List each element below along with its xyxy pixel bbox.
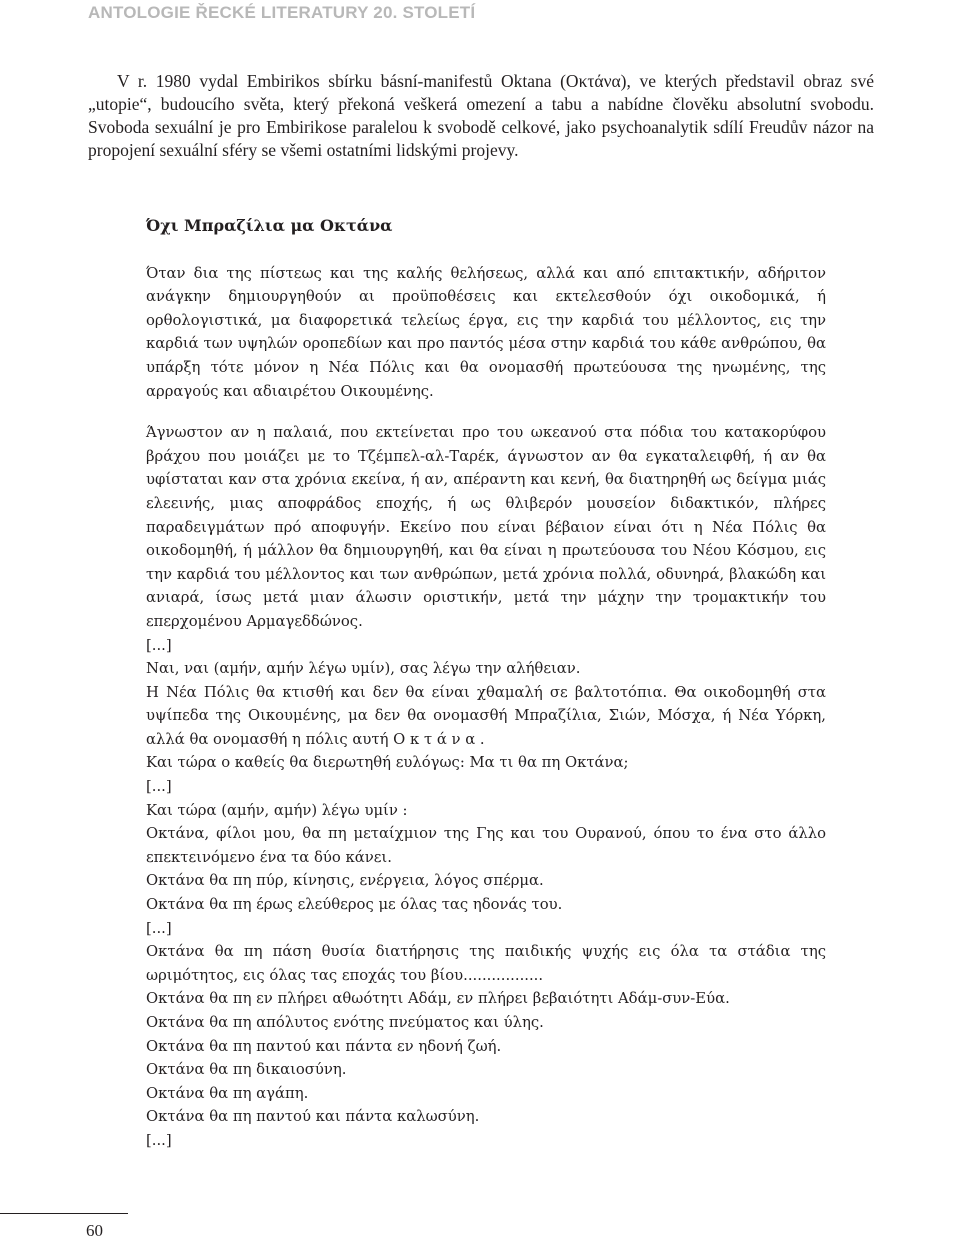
intro-text [88, 70, 874, 162]
poem-stanza-1: Όταν δια της πίστεως και της καλής θελήσεως, αλλά και από επιτακτικήν, αδήριτον ανάγκην δημιουργηθούν αι προϋποθέσεις και εκτελεσθούν όχι οικοδομικά, ή ορθολογιστικά, μα διαφορετικά τελείως έργα, εις την καρδιά του μέλλοντος, εις την καρδιά των υψηλών οροπεδίων και προ παντός μέσα στην καρδιά του κάθε ανθρώπου, θα υπάρξη τότε μόνον η Νέα Πόλις και θα ονομασθή πρωτεύουσα της ηνωμένης, της αρραγούς και αδιαιρέτου Οικουμένης. [146, 264, 826, 400]
poem-line: Και τώρα (αμήν, αμήν) λέγω υμίν : [146, 801, 408, 819]
poem-title: Όχι Μπραζίλια μα Οκτάνα [146, 216, 393, 235]
poem-line: Οκτάνα θα πη παντού και πάντα εν ηδονή ζωή. [146, 1037, 502, 1055]
page-number: 60 [86, 1221, 103, 1240]
poem-line: Οκτάνα θα πη απόλυτος ενότης πνεύματος και ύλης. [146, 1014, 544, 1031]
poem-line: Οκτάνα θα πη πάση θυσία διατήρησις της παιδικής ψυχής εις όλα τα στάδια της ωριμότητος, εις όλας τας εποχάς του βίου................. [146, 943, 826, 984]
poem-block [146, 214, 826, 1153]
poem-line: [...] [146, 636, 172, 654]
poem-line: Οκτάνα θα πη παντού και πάντα καλωσύνη. [146, 1108, 480, 1126]
running-header-title: ANTOLOGIE ŘECKÉ LITERATURY 20. STOLETÍ [88, 3, 476, 22]
poem-line: Οκτάνα, φίλοι μου, θα πη μεταίχμιον της Γης και του Ουρανού, όπου το ένα στο άλλο επεκτεινόμενο ένα τα δύο κάνει. [146, 825, 826, 866]
poem-line: Οκτάνα θα πη δικαιοσύνη. [146, 1061, 347, 1079]
footer-divider [0, 1213, 128, 1214]
poem-line: Οκτάνα θα πη εν πλήρει αθωότητι Αδάμ, εν πλήρει βεβαιότητι Αδάμ-συν-Εύα. [146, 990, 730, 1008]
poem-line: Οκτάνα θα πη έρως ελεύθερος με όλας τας ηδονάς του. [146, 896, 563, 914]
poem-line: Και τώρα ο καθείς θα διερωτηθή ευλόγως: Μα τι θα πη Οκτάνα; [146, 754, 629, 772]
poem-line: [...] [146, 919, 172, 937]
intro-paragraph: V r. 1980 vydal Embirikos sbírku básní-manifestů Oktana (Οκτάνα), ve kterých představil obraz své „utopie“, budoucího světa, který překoná veškerá omezení a tabu a nabídne člověku absolutní svobodu. Svoboda sexuální je pro Embirikose paralelou k svobodě celkové, jako psychoanalytik sdílí Freudův názor na propojení sexuální sféry se všemi ostatními lidskými projevy. [88, 71, 874, 160]
poem-line: [...] [146, 1131, 172, 1149]
poem-lines [146, 634, 826, 1153]
poem-line: [...] [146, 778, 172, 796]
poem-stanza-2: Άγνωστον αν η παλαιά, που εκτείνεται προ του ωκεανού στα πόδια του κατακορύφου βράχου που μοιάζει με το Τζέμπελ-αλ-Ταρέκ, άγνωστον αν θα εγκαταλειφθή, ή αν θα υφίσταται καν στα χρόνια εκείνα, ή αν, απέραντη και κενή, θα διατηρηθή ως δείγμα μιάς ελεεινής, μιας αποφράδος εποχής, ή ως θλιβερόν μουσείον διδακτικόν, πλήρες παραδειγμάτων πρό αποφυγήν. Εκείνο που είναι βέβαιον είναι ότι η Νέα Πόλις θα οικοδομηθή, ή μάλλον θα δημιουργηθή, και θα είναι η πρωτεύουσα του Νέου Κόσμου, εις την καρδιά του μέλλοντος και των ανθρώπων, μετά χρόνια πολλά, οδυνηρά, βλακώδη και ανιαρά, ίσως μετά μιαν άλωσιν οριστικήν, μετά την μάχην την τρομακτικήν του επερχομένου Αρμαγεδδώνος. [146, 424, 826, 630]
poem-line: Η Νέα Πόλις θα κτισθή και δεν θα είναι χθαμαλή σε βαλτοτόπια. Θα οικοδομηθή στα υψίπεδα της Οικουμένης, μα δεν θα ονομασθή Μπραζίλια, Σιών, Μόσχα, ή Νέα Υόρκη, αλλά θα ονομασθή η πόλις αυτή Ο κ τ ά ν α . [146, 683, 826, 748]
poem-line: Οκτάνα θα πη αγάπη. [146, 1084, 309, 1102]
poem-line: Οκτάνα θα πη πύρ, κίνησις, ενέργεια, λόγος σπέρμα. [146, 872, 544, 890]
poem-line: Ναι, ναι (αμήν, αμήν λέγω υμίν), σας λέγω την αλήθειαν. [146, 660, 581, 678]
